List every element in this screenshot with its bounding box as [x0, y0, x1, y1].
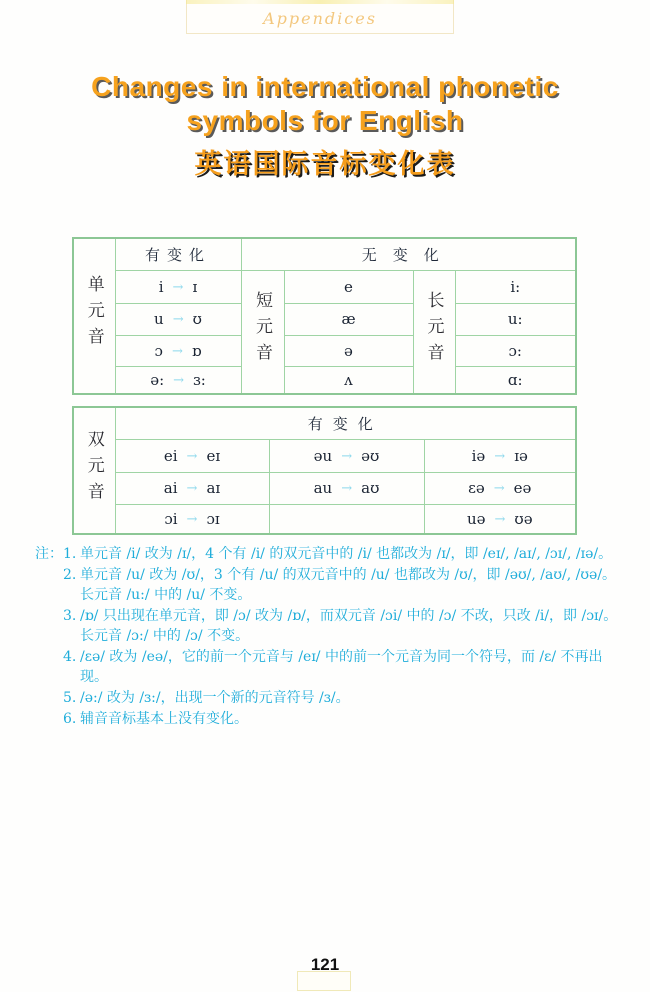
- page-title-chinese: 英语国际音标变化表: [194, 149, 456, 180]
- note-item: [35, 565, 623, 605]
- page-title-english-line2: symbols for English: [186, 105, 464, 136]
- phoneme: u:: [507, 310, 523, 328]
- note-text: 辅音音标基本上没有变化。: [80, 711, 248, 727]
- note-number: 6.: [63, 711, 77, 727]
- diphthong-table: [72, 406, 577, 535]
- phoneme-old: əu: [313, 446, 333, 465]
- phoneme-old: au: [313, 479, 333, 497]
- changed-header-cell: 有变化: [115, 407, 576, 439]
- phoneme: æ: [341, 310, 356, 328]
- diphthong-row-label: 双元音: [83, 429, 104, 508]
- diphthong-row-label-cell: [73, 407, 115, 534]
- change-cell: [115, 303, 241, 335]
- short-vowel-cell: [284, 270, 413, 303]
- change-cell: [424, 504, 576, 534]
- phoneme-new: əʊ: [361, 446, 380, 465]
- unchanged-header-cell: 无变化: [241, 238, 576, 270]
- phoneme: ɑ:: [507, 370, 523, 389]
- page-title-english-line1: Changes in international phonetic: [91, 71, 559, 102]
- arrow-right-icon: →: [493, 481, 505, 496]
- phoneme-old: uə: [466, 509, 486, 528]
- arrow-right-icon: →: [186, 481, 198, 496]
- short-vowel-cell: [284, 335, 413, 366]
- change-cell: [269, 472, 424, 504]
- empty-cell: [269, 504, 424, 534]
- long-vowel-label: 长元音: [423, 290, 444, 369]
- arrow-right-icon: →: [341, 448, 353, 464]
- arrow-right-icon: →: [172, 312, 184, 327]
- short-vowel-cell: [284, 303, 413, 335]
- phoneme-old: ai: [163, 479, 178, 497]
- changed-header-cell: 有变化: [115, 238, 241, 270]
- change-cell: [424, 439, 576, 472]
- note-number: 1.: [63, 546, 77, 562]
- arrow-right-icon: →: [494, 511, 506, 527]
- note-item: [35, 709, 623, 729]
- running-header-label: Appendices: [263, 9, 377, 28]
- running-header-box: [186, 0, 454, 34]
- notes-heading-label: 注：: [35, 546, 63, 562]
- note-text: 单元音 /i/ 改为 /ɪ/，4 个有 /i/ 的双元音中的 /i/ 也都改为 /ɪ/，即 /eɪ/, /aɪ/, /ɔɪ/, /ɪə/。: [80, 546, 613, 562]
- header-decoration-strip: [186, 0, 454, 4]
- note-item: [35, 606, 623, 646]
- phoneme-old: u: [154, 310, 164, 328]
- change-cell: [115, 504, 269, 534]
- short-vowel-cell: [284, 366, 413, 394]
- change-cell: [115, 366, 241, 394]
- change-cell: [269, 439, 424, 472]
- monophthong-row-label: 单元音: [83, 275, 104, 353]
- long-vowel-label-cell: [413, 270, 455, 394]
- phoneme-new: ɜ:: [193, 370, 206, 389]
- change-cell: [115, 270, 241, 303]
- phoneme-new: aɪ: [206, 479, 221, 497]
- phoneme-old: ə:: [150, 370, 165, 389]
- note-text: /ɒ/ 只出现在单元音，即 /ɔ/ 改为 /ɒ/，而双元音 /ɔi/ 中的 /ɔ/ 不改，只改 /i/，即 /ɔɪ/。长元音 /ɔ:/ 中的 /ɔ/ 不变。: [80, 608, 618, 644]
- arrow-right-icon: →: [172, 279, 184, 295]
- note-item: [35, 647, 623, 687]
- phoneme-new: ɒ: [191, 341, 202, 360]
- note-item: [35, 688, 623, 708]
- note-number: 5.: [63, 690, 77, 706]
- arrow-right-icon: →: [186, 511, 198, 527]
- phoneme-old: ei: [163, 446, 178, 465]
- change-cell: [115, 472, 269, 504]
- phoneme-new: ɔɪ: [206, 509, 220, 528]
- arrow-right-icon: →: [341, 481, 353, 496]
- phoneme-new: eə: [513, 479, 532, 497]
- phoneme-new: eɪ: [206, 446, 221, 465]
- phoneme-new: ʊ: [192, 310, 202, 328]
- long-vowel-cell: [455, 366, 576, 394]
- note-text: /ə:/ 改为 /ɜ:/，出现一个新的元音符号 /ɜ/。: [80, 690, 350, 706]
- phoneme-new: ɪ: [192, 277, 198, 296]
- phoneme: i:: [510, 277, 521, 296]
- monophthong-row-label-cell: [73, 238, 115, 394]
- arrow-right-icon: →: [173, 372, 185, 388]
- phoneme: ə: [344, 341, 353, 360]
- note-text: 单元音 /u/ 改为 /ʊ/，3 个有 /u/ 的双元音中的 /u/ 也都改为 /ʊ/，即 /əʊ/, /aʊ/, /ʊə/。长元音 /u:/ 中的 /u/ 不变。: [80, 567, 617, 603]
- change-cell: [115, 439, 269, 472]
- phoneme-old: iə: [471, 446, 486, 465]
- short-vowel-label-cell: [241, 270, 284, 394]
- note-number: 2.: [63, 567, 77, 583]
- arrow-right-icon: →: [186, 448, 198, 464]
- page-title-english: [0, 70, 650, 138]
- page-number: 121: [310, 955, 340, 974]
- arrow-right-icon: →: [171, 343, 183, 359]
- phoneme: e: [344, 277, 353, 296]
- phoneme-old: ɛə: [468, 479, 485, 497]
- phoneme-new: ɪə: [514, 446, 528, 465]
- monophthong-table: [72, 237, 577, 395]
- phoneme: ɔ:: [508, 341, 522, 360]
- short-vowel-label: 短元音: [252, 290, 272, 369]
- phoneme-old: i: [158, 277, 164, 296]
- arrow-right-icon: →: [494, 448, 506, 464]
- note-number: 3.: [63, 608, 77, 624]
- phoneme-new: ʊə: [514, 509, 533, 528]
- change-cell: [424, 472, 576, 504]
- phoneme-new: aʊ: [361, 479, 380, 497]
- long-vowel-cell: [455, 270, 576, 303]
- notes-section: [35, 544, 623, 730]
- phoneme-old: ɔi: [164, 509, 178, 528]
- phoneme: ʌ: [344, 370, 353, 389]
- long-vowel-cell: [455, 303, 576, 335]
- change-cell: [115, 335, 241, 366]
- note-number: 4.: [63, 649, 77, 665]
- note-text: /ɛə/ 改为 /eə/，它的前一个元音与 /eɪ/ 中的前一个元音为同一个符号，而 /ɛ/ 不再出现。: [80, 649, 603, 685]
- long-vowel-cell: [455, 335, 576, 366]
- phoneme-old: ɔ: [154, 341, 163, 360]
- note-item: [35, 544, 623, 564]
